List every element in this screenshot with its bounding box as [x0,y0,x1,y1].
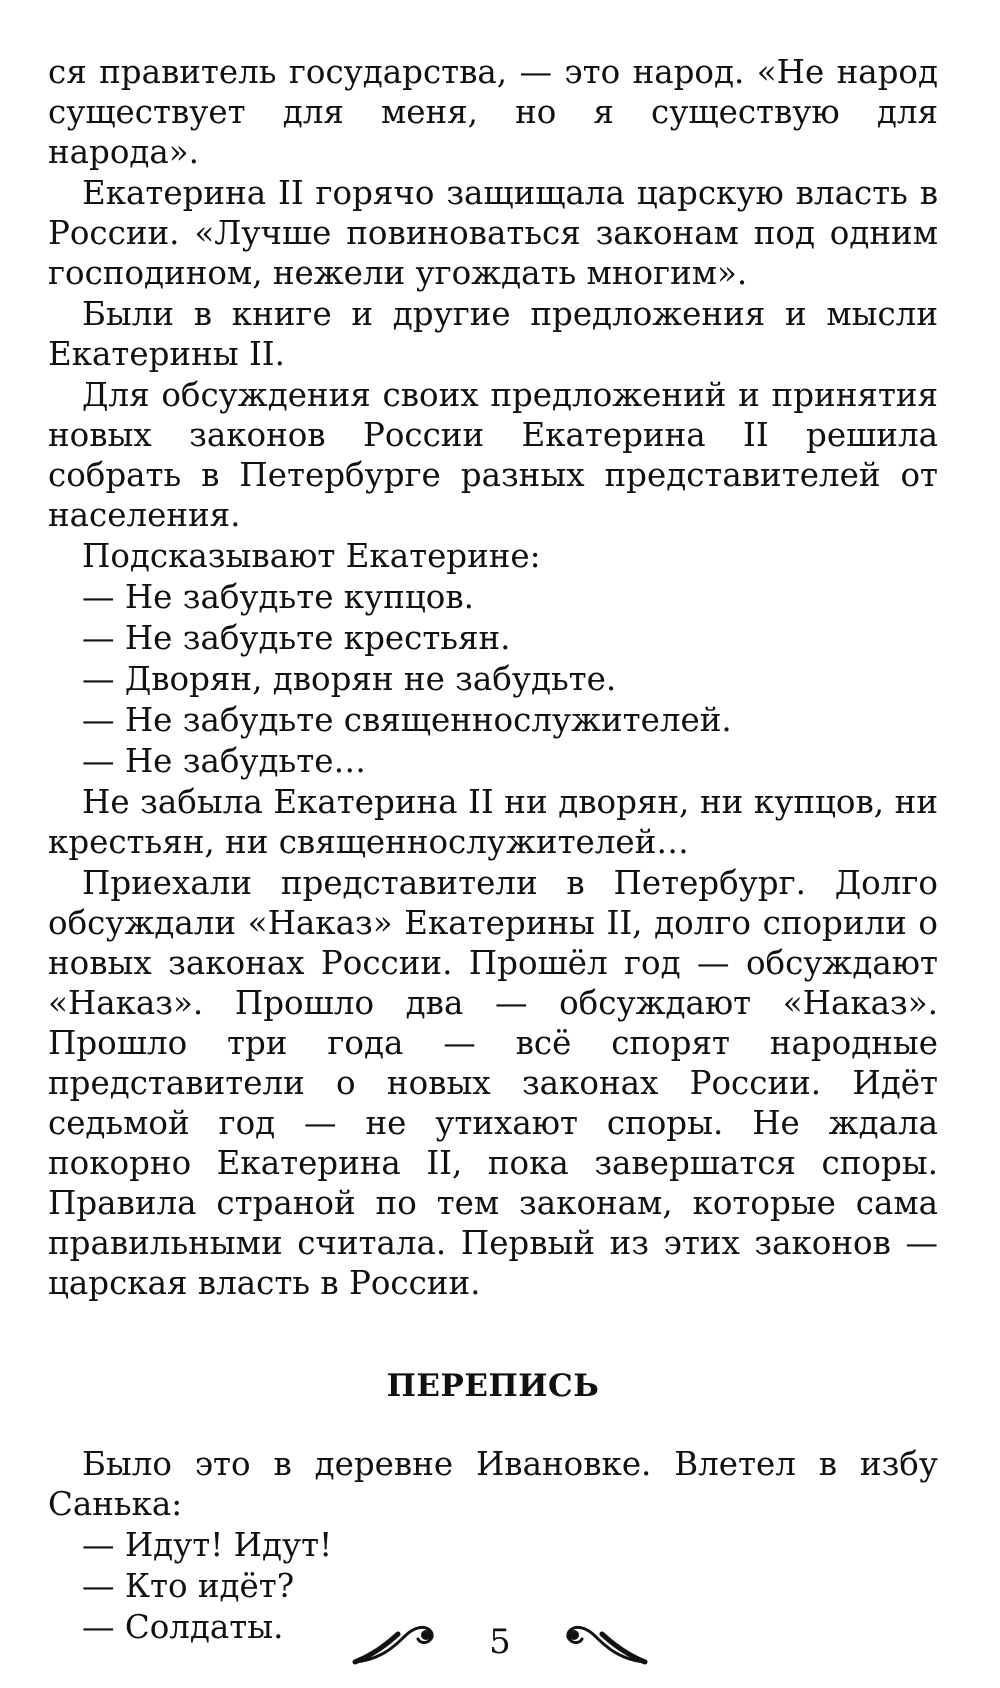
paragraph-6: Не забыла Екатерина II ни дворян, ни купцов, ни крестьян, ни священнослужителей… [48,783,938,861]
dialog-line-5: — Не забудьте… [82,742,366,780]
paragraph-3: Были в книге и другие предложения и мысли Екатерины II. [48,295,938,373]
page-footer [0,1616,1000,1676]
dialog-line-8: — Солдаты. [82,1608,284,1646]
page-body [48,52,938,1648]
paragraph-5: Подсказывают Екатерине: [82,537,541,575]
paragraph-7: Приехали представители в Петербург. Долго обсуждали «Наказ» Екатерины II, долго спорили о новых законах России. Прошёл год — обсуждают «Наказ». Прошло два — обсуждают «Наказ». Прошло три года — всё спорят народные представители о новых законах России. Идёт седьмой год — не утихают споры. Не ждала покорно Екатерина II, пока завершатся споры. Правила страной по тем законам, которые сама правильными считала. Первый из этих законов — царская власть в России. [48,864,938,1302]
paragraph-4: Для обсуждения своих предложений и принятия новых законов России Екатерина II решила собрать в Петербурге разных представителей от населения. [48,376,938,534]
section-heading: ПЕРЕПИСЬ [386,1368,600,1404]
dialog-line-6: — Идут! Идут! [82,1526,333,1564]
dialog-line-2: — Не забудьте крестьян. [82,619,511,657]
paragraph-2: Екатерина II горячо защищала царскую власть в России. «Лучше повиноваться законам под одним господином, нежели угождать многим». [48,174,938,292]
dialog-line-3: — Дворян, дворян не забудьте. [82,660,617,698]
dialog-line-1: — Не забудьте купцов. [82,578,474,616]
page-number: 5 [489,1622,511,1662]
dialog-line-4: — Не забудьте священнослужителей. [82,701,732,739]
paragraph-1: ся правитель государства, — это народ. «Не народ существует для меня, но я существую для народа». [48,53,938,171]
dialog-line-7: — Кто идёт? [82,1567,295,1605]
paragraph-8: Было это в деревне Ивановке. Влетел в избу Санька: [48,1445,938,1523]
